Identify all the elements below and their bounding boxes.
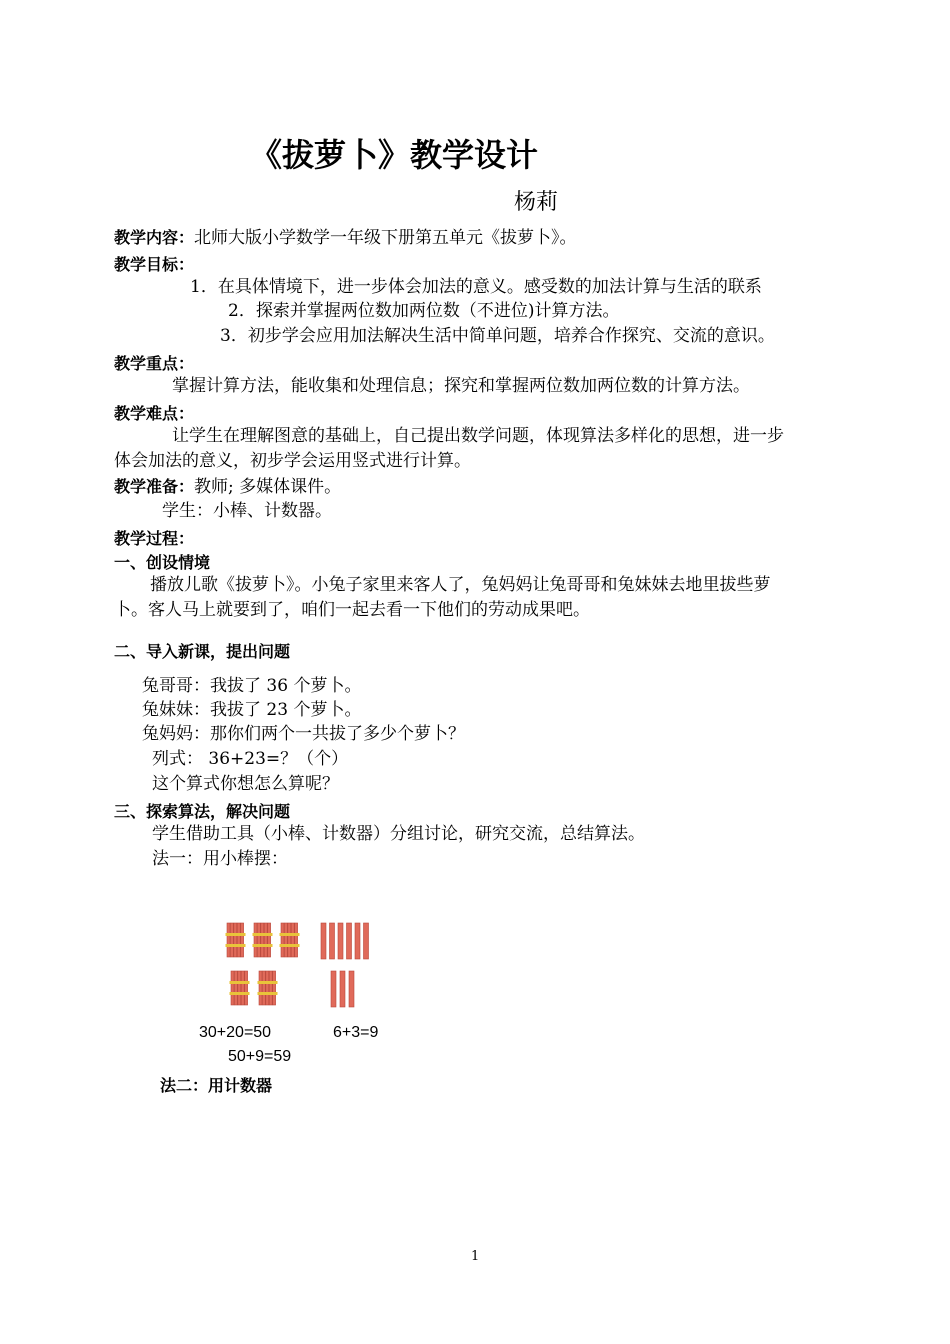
section-heading: 一、创设情境 xyxy=(114,553,211,572)
section-heading: 三、探索算法，解决问题 xyxy=(114,802,291,821)
goal-item: 1．在具体情境下，进一步体会加法的意义。感受数的加法计算与生活的联系 xyxy=(190,277,762,297)
section1-line: 播放儿歌《拔萝卜》。小兔子家里来客人了，兔妈妈让兔哥哥和兔妹妹去地里拔些萝 xyxy=(150,575,771,595)
method-two-label: 法二：用计数器 xyxy=(160,1076,273,1095)
single-stick-icon xyxy=(321,923,326,959)
stick-bundle-icon xyxy=(226,923,246,957)
goal-item: 3．初步学会应用加法解决生活中简单问题，培养合作探究、交流的意识。 xyxy=(220,326,775,346)
preparation-teacher: 教师; 多媒体课件。 xyxy=(194,477,342,497)
teaching-content-text: 北师大版小学数学一年级下册第五单元《拔萝卜》。 xyxy=(194,228,577,248)
preparation xyxy=(114,475,341,499)
teaching-content-label: 教学内容： xyxy=(114,228,195,247)
single-stick-icon xyxy=(331,971,336,1007)
counting-sticks-illustration xyxy=(215,915,385,1015)
single-stick-icon xyxy=(330,923,335,959)
author-name: 杨莉 xyxy=(514,190,559,215)
goal-item: 2．探索并掌握两位数加两位数（不进位)计算方法。 xyxy=(228,301,620,321)
single-stick-icon xyxy=(347,923,352,959)
dialogue-line: 兔哥哥：我拔了 36 个萝卜。 xyxy=(142,676,362,696)
question-line: 这个算式你想怎么算呢？ xyxy=(152,774,339,794)
document-title: 《拔萝卜》教学设计 xyxy=(250,136,539,174)
stick-bundle-icon xyxy=(230,971,250,1005)
single-stick-icon xyxy=(355,923,360,959)
equation: 50+9=59 xyxy=(228,1048,292,1065)
teaching-content xyxy=(114,226,577,250)
preparation-label: 教学准备： xyxy=(114,477,195,496)
section1-line: 卜。客人马上就要到了，咱们一起去看一下他们的劳动成果吧。 xyxy=(114,600,590,620)
preparation-student: 学生：小棒、计数器。 xyxy=(162,501,332,521)
single-stick-icon xyxy=(338,923,343,959)
stick-bundle-icon xyxy=(280,923,300,957)
single-stick-icon xyxy=(349,971,354,1007)
equation: 30+20=50 xyxy=(199,1024,272,1041)
method-one-label: 法一：用小棒摆： xyxy=(152,849,288,869)
dialogue-line: 兔妈妈：那你们两个一共拔了多少个萝卜？ xyxy=(142,724,465,744)
key-points-text: 掌握计算方法，能收集和处理信息；探究和掌握两位数加两位数的计算方法。 xyxy=(172,376,750,396)
section3-line: 学生借助工具（小棒、计数器）分组讨论，研究交流，总结算法。 xyxy=(152,824,645,844)
section-heading: 二、导入新课，提出问题 xyxy=(114,642,291,661)
teaching-goals-label: 教学目标： xyxy=(114,255,195,274)
page-number: 1 xyxy=(471,1249,480,1264)
key-points-label: 教学重点： xyxy=(114,354,195,373)
single-stick-icon xyxy=(364,923,369,959)
formula-line: 列式： 36+23=？（个） xyxy=(152,749,349,769)
stick-bundle-icon xyxy=(258,971,278,1005)
difficulties-label: 教学难点： xyxy=(114,404,195,423)
dialogue-line: 兔妹妹：我拔了 23 个萝卜。 xyxy=(142,700,362,720)
difficulties-line: 体会加法的意义，初步学会运用竖式进行计算。 xyxy=(114,451,471,471)
stick-bundle-icon xyxy=(253,923,273,957)
equation: 6+3=9 xyxy=(333,1024,379,1041)
difficulties-line: 让学生在理解图意的基础上，自己提出数学问题，体现算法多样化的思想，进一步 xyxy=(172,426,784,446)
single-stick-icon xyxy=(340,971,345,1007)
process-label: 教学过程： xyxy=(114,529,195,548)
